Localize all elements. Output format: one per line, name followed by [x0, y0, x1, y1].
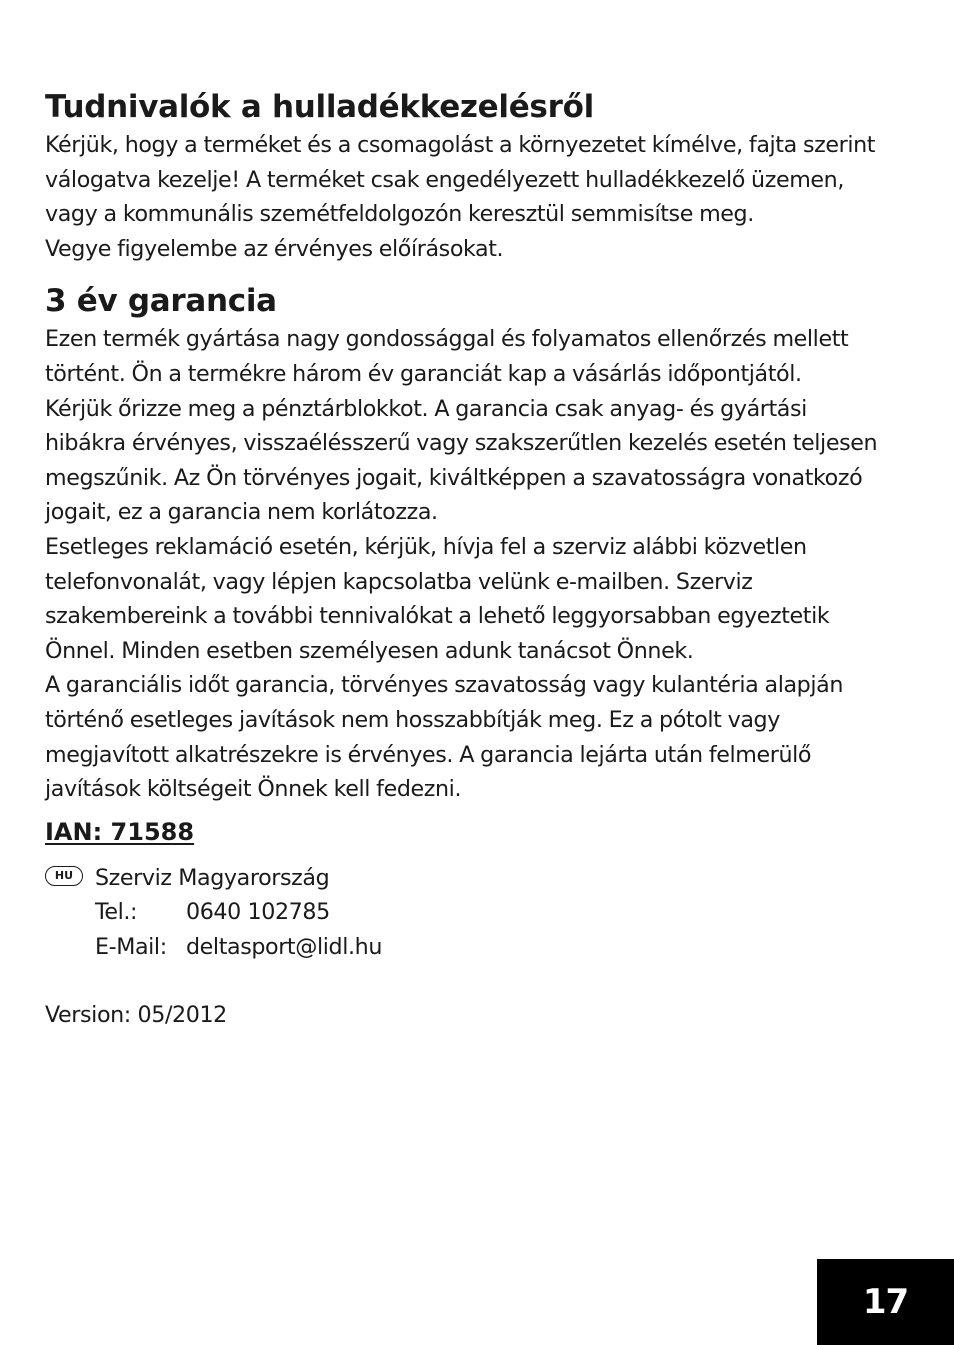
disposal-paragraph	[45, 128, 915, 266]
text-line: Ezen termék gyártása nagy gondossággal és folyamatos ellenőrzés mellett	[45, 326, 849, 353]
phone-value: 0640 102785	[186, 899, 330, 926]
email-row	[95, 930, 915, 965]
text-line: Kérjük őrizze meg a pénztárblokkot. A garancia csak anyag- és gyártási	[45, 395, 807, 422]
warranty-paragraph	[45, 322, 915, 806]
phone-label: Tel.:	[95, 899, 138, 926]
contact-details	[95, 861, 915, 965]
text-line: jogait, ez a garancia nem korlátozza.	[45, 499, 438, 526]
text-line: A garanciális időt garancia, törvényes szavatosság vagy kulantéria alapján	[45, 672, 843, 699]
phone-row	[95, 895, 915, 930]
document-page	[45, 86, 915, 1033]
text-line: Önnel. Minden esetben személyesen adunk tanácsot Önnek.	[45, 637, 694, 664]
version-info: Version: 05/2012	[45, 1002, 227, 1029]
country-badge-icon: HU	[45, 866, 83, 886]
service-contact	[45, 861, 915, 965]
ian-number: IAN: 71588	[45, 817, 195, 846]
text-line: válogatva kezelje! A terméket csak engedélyezett hulladékkezelő üzemen,	[45, 166, 844, 193]
text-line: vagy a kommunális szemétfeldolgozón keresztül semmisítse meg.	[45, 201, 754, 228]
warranty-section	[45, 280, 915, 806]
text-line: történt. Ön a termékre három év garanciát kap a vásárlás időpontjától.	[45, 360, 802, 387]
text-line: szakembereink a további tennivalókat a lehető leggyorsabban egyeztetik	[45, 603, 830, 630]
text-line: telefonvonalát, vagy lépjen kapcsolatba velünk e-mailben. Szerviz	[45, 568, 753, 595]
disposal-heading: Tudnivalók a hulladékkezelésről	[45, 89, 594, 125]
text-line: Esetleges reklamáció esetén, kérjük, hívja fel a szerviz alábbi közvetlen	[45, 533, 807, 560]
disposal-section	[45, 86, 915, 266]
text-line: történő esetleges javítások nem hosszabbítják meg. Ez a pótolt vagy	[45, 706, 780, 733]
service-name: Szerviz Magyarország	[95, 864, 330, 891]
text-line: Kérjük, hogy a terméket és a csomagolást a környezetet kímélve, fajta szerint	[45, 132, 876, 158]
text-line: megszűnik. Az Ön törvényes jogait, kiváltképpen a szavatosságra vonatkozó	[45, 464, 863, 491]
text-line: Vegye figyelembe az érvényes előírásokat.	[45, 235, 504, 262]
page-number: 17	[817, 1259, 954, 1345]
warranty-heading: 3 év garancia	[45, 283, 277, 320]
email-value: deltasport@lidl.hu	[186, 933, 382, 960]
email-label: E-Mail:	[95, 933, 167, 960]
text-line: megjavított alkatrészekre is érvényes. A garancia lejárta után felmerülő	[45, 741, 812, 768]
text-line: hibákra érvényes, visszaélésszerű vagy szakszerűtlen kezelés esetén teljesen	[45, 430, 878, 457]
text-line: javítások költségeit Önnek kell fedezni.	[45, 776, 462, 803]
